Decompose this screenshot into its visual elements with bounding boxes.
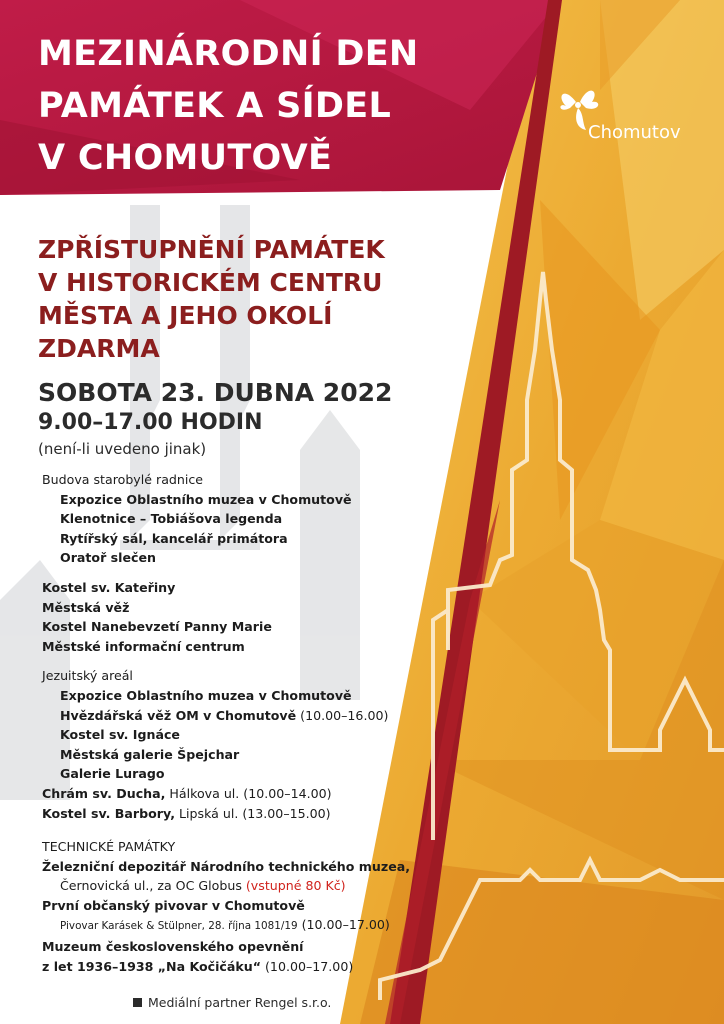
list-item: Kostel sv. Ignáce	[60, 727, 180, 743]
list-item: Železniční depozitář Národního technického muzea,	[42, 858, 411, 874]
page-title	[38, 28, 419, 184]
list-item: Rytířský sál, kancelář primátora	[60, 530, 288, 546]
list-item: Hvězdářská věž OM v Chomutově (10.00–16.00)	[60, 707, 389, 723]
subtitle-line-4: ZDARMA	[38, 334, 160, 363]
media-partner	[133, 995, 331, 1010]
list-item: Černovická ul., za OC Globus (vstupné 80 Kč)	[60, 878, 346, 894]
list-item: Expozice Oblastního muzea v Chomutově	[60, 687, 352, 703]
list-item: Klenotnice – Tobiášova legenda	[60, 511, 283, 527]
list-item: Oratoř slečen	[60, 550, 157, 566]
title-line-2: PAMÁTEK A SÍDEL	[38, 86, 392, 126]
list-item: Jezuitský areál	[42, 668, 133, 684]
list-item: Kostel Nanebevzetí Panny Marie	[42, 619, 272, 635]
media-partner-text: Mediální partner Rengel s.r.o.	[148, 995, 332, 1010]
event-hours: 9.00–17.00 HODIN	[38, 410, 263, 435]
list-item: Městská galerie Špejchar	[60, 746, 240, 762]
list-item: První občanský pivovar v Chomutově	[42, 897, 305, 913]
list-item: Budova starobylé radnice	[42, 472, 204, 487]
logo-text: Chomutov	[588, 122, 681, 143]
list-item: Chrám sv. Ducha, Hálkova ul. (10.00–14.00)	[42, 785, 332, 801]
list-item: Galerie Lurago	[60, 766, 165, 782]
program-list	[42, 470, 422, 976]
list-item: Kostel sv. Barbory, Lipská ul. (13.00–15.00)	[42, 805, 331, 821]
square-bullet-icon	[133, 998, 142, 1007]
list-item: z let 1936–1938 „Na Kočičáku“ (10.00–17.00)	[42, 958, 354, 974]
subtitle-line-2: V HISTORICKÉM CENTRU	[38, 268, 383, 297]
list-item: Kostel sv. Kateřiny	[42, 579, 176, 595]
list-item: Expozice Oblastního muzea v Chomutově	[60, 491, 352, 507]
list-item: Pivovar Karásek & Stülpner, 28. října 1081/19 (10.00–17.00)	[60, 917, 390, 933]
section-heading: TECHNICKÉ PAMÁTKY	[42, 839, 176, 855]
list-item: Městské informační centrum	[42, 638, 245, 654]
list-item: Městská věž	[42, 599, 130, 615]
event-date: SOBOTA 23. DUBNA 2022	[38, 378, 393, 407]
subtitle	[38, 233, 385, 365]
subtitle-line-3: MĚSTA A JEHO OKOLÍ	[38, 301, 333, 330]
subtitle-line-1: ZPŘÍSTUPNĚNÍ PAMÁTEK	[38, 235, 385, 264]
hours-note: (není-li uvedeno jinak)	[38, 440, 207, 458]
title-line-1: MEZINÁRODNÍ DEN	[38, 34, 419, 74]
list-item: Muzeum československého opevnění	[42, 939, 304, 955]
title-line-3: V CHOMUTOVĚ	[38, 138, 333, 178]
